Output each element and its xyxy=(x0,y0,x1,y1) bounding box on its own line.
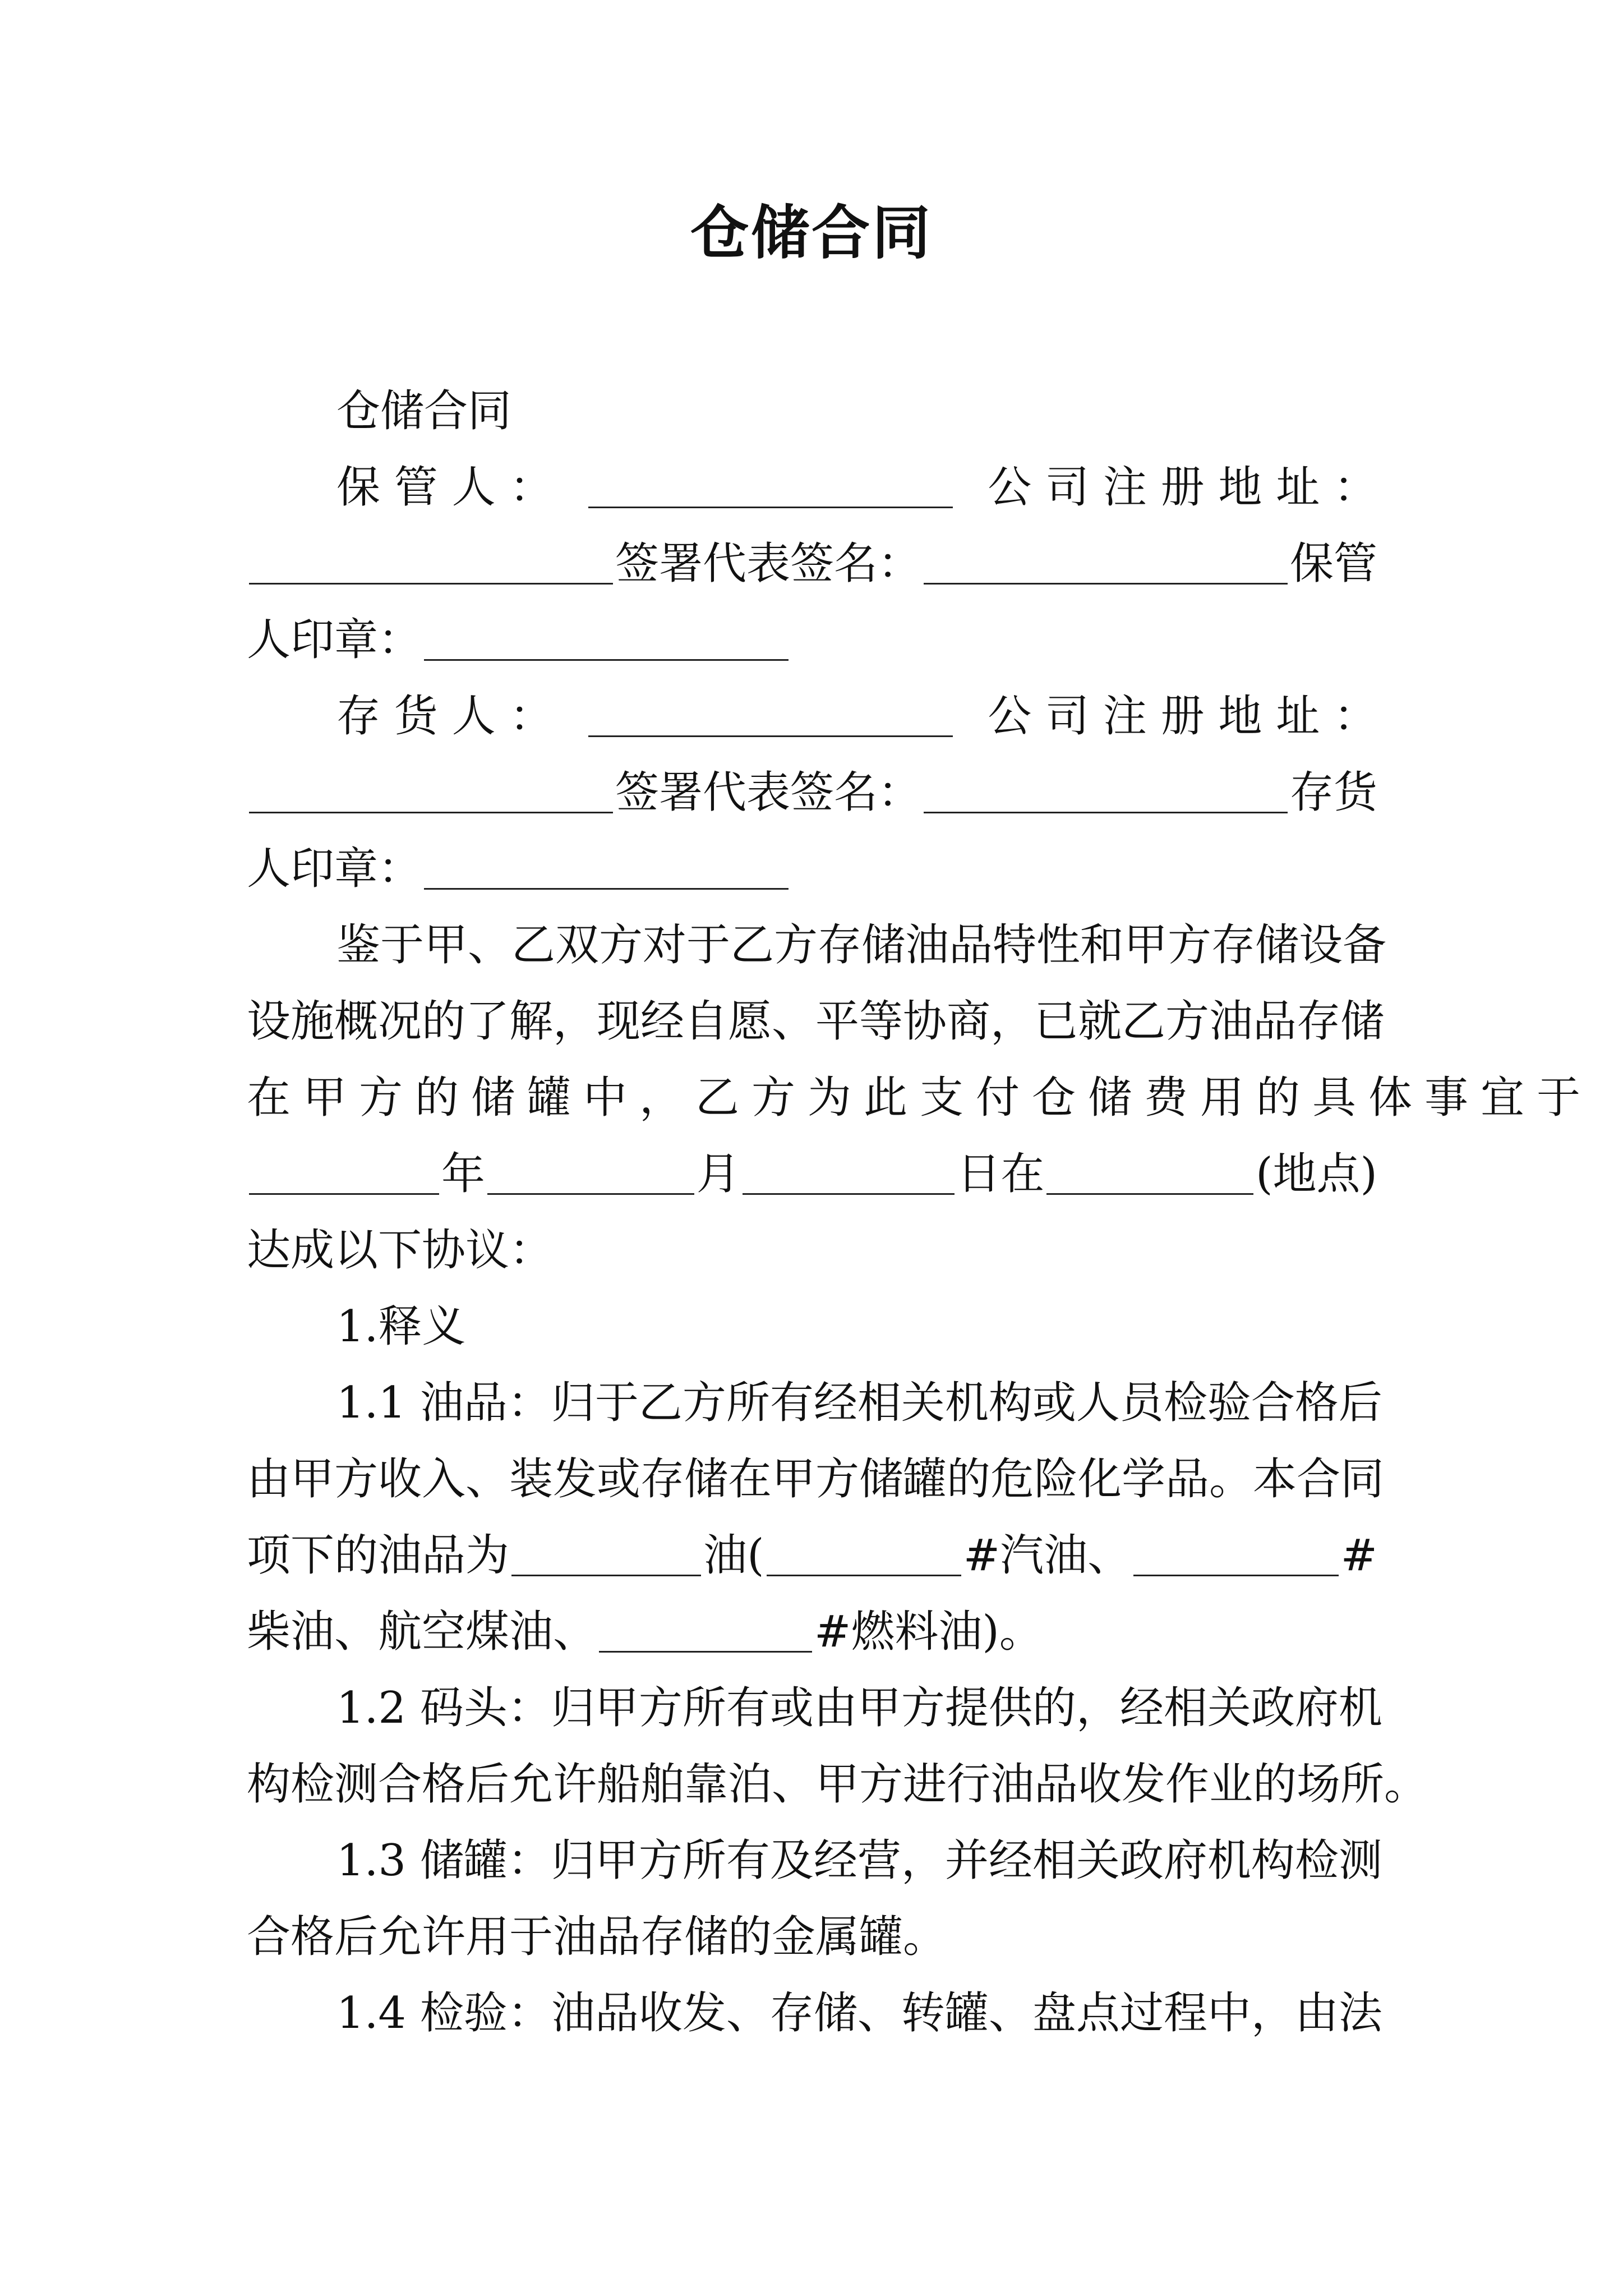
month-label: 月 xyxy=(696,1149,740,1199)
depositor-signature-blank[interactable] xyxy=(924,772,1288,813)
custodian-signature-blank[interactable] xyxy=(924,544,1288,585)
place-label: (地点) xyxy=(1256,1149,1377,1199)
section-1-1-line-3 xyxy=(247,1517,1377,1594)
section-1-1-line-4 xyxy=(247,1594,1377,1670)
preamble-line-4 xyxy=(247,1136,1377,1212)
diesel-grade-blank[interactable] xyxy=(1133,1535,1339,1576)
section-1-4-line-1 xyxy=(247,1975,1382,2051)
place-blank[interactable] xyxy=(1046,1154,1253,1195)
section-1-2-text-2: 构检测合格后允许船舶靠泊、甲方进行油品收发作业的场所。 xyxy=(247,1759,1428,1810)
day-blank[interactable] xyxy=(743,1154,955,1195)
year-label: 年 xyxy=(441,1149,485,1199)
depositor-name-blank[interactable] xyxy=(588,696,953,737)
section-1-1-line-1 xyxy=(247,1365,1382,1441)
oil-type-blank[interactable] xyxy=(511,1535,701,1576)
section-1-2-text-1: 1.2 码头：归甲方所有或由甲方提供的，经相关政府机 xyxy=(336,1683,1382,1733)
custodian-seal-label-part2: 人印章： xyxy=(247,615,422,665)
custodian-name-blank[interactable] xyxy=(588,467,953,508)
preamble-line-1 xyxy=(247,907,1387,983)
depositor-label: 存 货 人 ： xyxy=(336,691,554,742)
custodian-signature-label: 签署代表签名： xyxy=(615,539,921,589)
custodian-line-2 xyxy=(247,526,1377,602)
section-1-3-line-2 xyxy=(247,1899,1377,1975)
custodian-line-3 xyxy=(247,602,1377,678)
section-1-1-text-2: 由甲方收入、装发或存储在甲方储罐的危险化学品。本合同 xyxy=(247,1454,1385,1504)
intro-heading xyxy=(247,373,1377,449)
section-1-heading xyxy=(247,1289,1377,1365)
gasoline-grade-blank[interactable] xyxy=(767,1535,961,1576)
section-1-3-text-1: 1.3 储罐：归甲方所有及经营，并经相关政府机构检测 xyxy=(336,1835,1382,1886)
custodian-address-label: 公 司 注 册 地 址 ： xyxy=(988,462,1377,513)
month-blank[interactable] xyxy=(487,1154,694,1195)
fuel-oil-grade-blank[interactable] xyxy=(599,1612,812,1653)
depositor-seal-blank[interactable] xyxy=(424,849,789,890)
section-1-2-line-1 xyxy=(247,1670,1382,1746)
section-1-3-text-2: 合格后允许用于油品存储的金属罐。 xyxy=(247,1912,947,1962)
section-1-2-line-2 xyxy=(247,1746,1428,1823)
preamble-line-2 xyxy=(247,983,1385,1060)
day-at-label: 日在 xyxy=(957,1149,1045,1199)
depositor-seal-label-part1: 存货 xyxy=(1289,767,1377,818)
custodian-seal-label-part1: 保管 xyxy=(1289,539,1377,589)
custodian-line-1 xyxy=(247,449,1377,526)
section-1-1-text-4b: #燃料油)。 xyxy=(814,1607,1043,1657)
preamble-text-2: 设施概况的了解，现经自愿、平等协商，已就乙方油品存储 xyxy=(247,996,1385,1047)
section-1-heading-text: 1.释义 xyxy=(336,1301,466,1352)
preamble-text-5: 达成以下协议： xyxy=(247,1225,554,1276)
preamble-line-3 xyxy=(247,1060,1593,1136)
depositor-line-3 xyxy=(247,831,1377,907)
preamble-text-3: 在甲方的储罐中，乙方为此支付仓储费用的具体事宜于 xyxy=(247,1073,1593,1123)
intro-heading-text: 仓储合同 xyxy=(336,386,512,436)
depositor-line-2 xyxy=(247,754,1377,831)
document-title: 仓储合同 xyxy=(690,198,933,267)
document-body xyxy=(247,373,1593,2051)
section-1-1-text-3a: 项下的油品为 xyxy=(247,1530,510,1581)
section-1-1-line-2 xyxy=(247,1441,1385,1517)
preamble-text-1: 鉴于甲、乙双方对于乙方存储油品特性和甲方存储设备 xyxy=(336,920,1387,970)
depositor-signature-label: 签署代表签名： xyxy=(615,767,921,818)
depositor-seal-label-part2: 人印章： xyxy=(247,844,422,894)
section-1-1-text-4a: 柴油、航空煤油、 xyxy=(247,1607,597,1657)
depositor-line-1 xyxy=(247,678,1377,754)
custodian-label: 保 管 人 ： xyxy=(336,462,554,513)
year-blank[interactable] xyxy=(249,1154,439,1195)
section-1-1-text-3b: 油( xyxy=(703,1530,764,1581)
depositor-address-label: 公 司 注 册 地 址 ： xyxy=(988,691,1377,742)
custodian-address-blank[interactable] xyxy=(249,544,613,585)
preamble-line-5 xyxy=(247,1212,1377,1289)
section-1-1-text-3d: # xyxy=(1340,1530,1377,1581)
section-1-3-line-1 xyxy=(247,1823,1382,1899)
depositor-address-blank[interactable] xyxy=(249,772,613,813)
section-1-1-text-1: 1.1 油品：归于乙方所有经相关机构或人员检验合格后 xyxy=(336,1378,1382,1428)
section-1-1-text-3c: #汽油、 xyxy=(963,1530,1132,1581)
section-1-4-text-1: 1.4 检验：油品收发、存储、转罐、盘点过程中，由法 xyxy=(336,1988,1382,2039)
custodian-seal-blank[interactable] xyxy=(424,620,789,661)
